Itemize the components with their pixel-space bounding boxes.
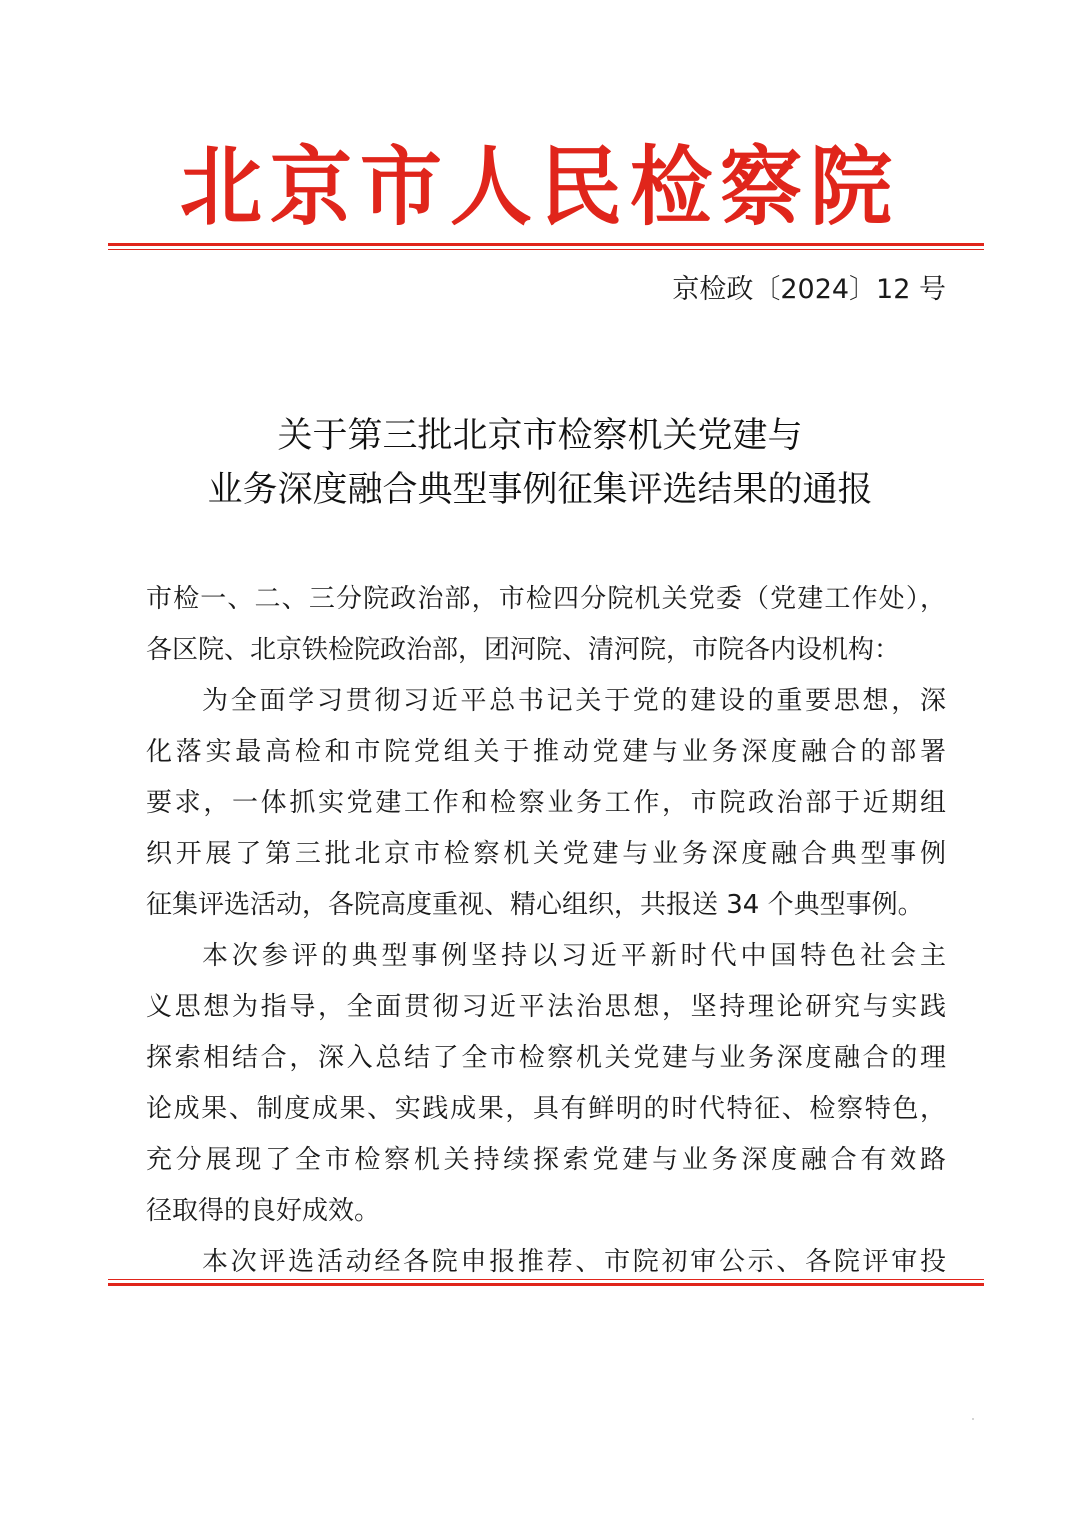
paragraph-2-line: 径取得的良好成效。 (146, 1196, 381, 1226)
addressee-line: 各区院、北京铁检院政治部，团河院、清河院，市院各内设机构： (146, 635, 901, 665)
footer-rule-thick (108, 1283, 984, 1286)
masthead-title: 北京市人民检察院 (179, 137, 900, 238)
document-body (146, 574, 946, 1288)
paragraph-2-line: 本次参评的典型事例坚持以习近平新时代中国特色社会主 (202, 941, 946, 971)
scan-speck (972, 1418, 974, 1420)
masthead-rule-thick (108, 243, 984, 246)
document-title-line-1: 关于第三批北京市检察机关党建与 (277, 416, 803, 456)
masthead-rule-thin (108, 249, 984, 250)
paragraph-1-line: 为全面学习贯彻习近平总书记关于党的建设的重要思想，深 (202, 686, 946, 716)
paragraph-1-line: 织开展了第三批北京市检察机关党建与业务深度融合典型事例 (146, 839, 946, 869)
paragraph-2-line: 义思想为指导，全面贯彻习近平法治思想，坚持理论研究与实践 (146, 992, 946, 1022)
paragraph-2-line: 论成果、制度成果、实践成果，具有鲜明的时代特征、检察特色， (146, 1094, 946, 1124)
addressee-line: 市检一、二、三分院政治部，市检四分院机关党委（党建工作处）， (146, 584, 946, 614)
paragraph-2-line: 探索相结合，深入总结了全市检察机关党建与业务深度融合的理 (146, 1043, 946, 1073)
paragraph-1-line: 征集评选活动，各院高度重视、精心组织，共报送 34 个典型事例。 (146, 890, 924, 920)
document-title-line-2: 业务深度融合典型事例征集评选结果的通报 (207, 470, 873, 510)
footer-rule-thin (108, 1279, 984, 1280)
paragraph-3-line: 本次评选活动经各院申报推荐、市院初审公示、各院评审投 (202, 1247, 946, 1277)
paragraph-2-line: 充分展现了全市检察机关持续探索党建与业务深度融合有效路 (146, 1145, 946, 1175)
document-number: 京检政〔2024〕12 号 (672, 274, 946, 305)
paragraph-1-line: 要求，一体抓实党建工作和检察业务工作，市院政治部于近期组 (146, 788, 946, 818)
paragraph-1-line: 化落实最高检和市院党组关于推动党建与业务深度融合的部署 (146, 737, 946, 767)
